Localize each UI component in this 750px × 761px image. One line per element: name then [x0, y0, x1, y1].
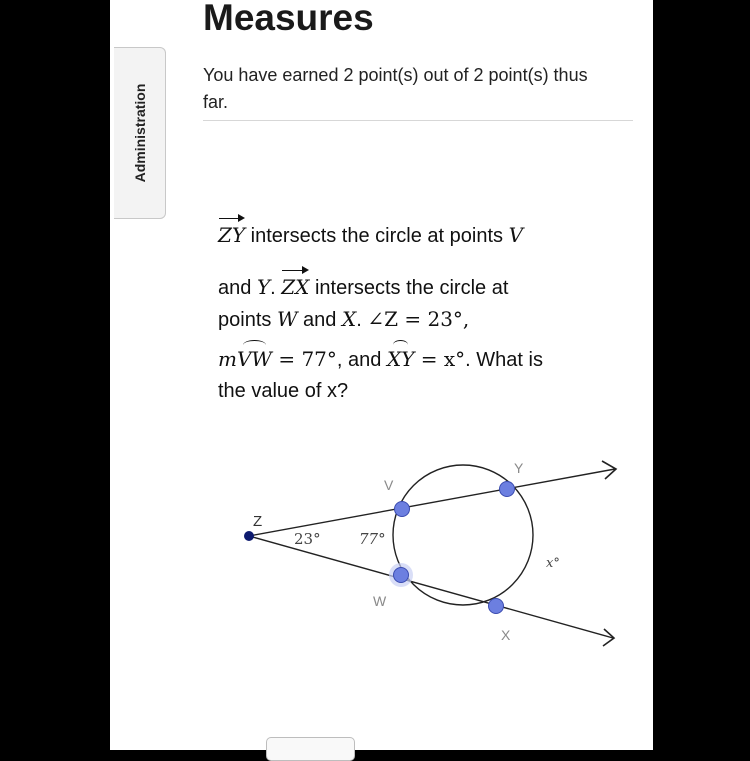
var-y: Y — [256, 275, 271, 299]
ray-zy-line — [249, 469, 615, 536]
label-v: V — [384, 477, 394, 493]
arc-vw-value: = 77° — [271, 347, 337, 371]
question-line-5 — [218, 378, 348, 404]
label-z: Z — [253, 513, 263, 530]
bottom-button[interactable] — [266, 737, 355, 761]
ray-zy: ZY — [218, 223, 246, 247]
question-text-segment: points — [218, 309, 277, 331]
question-text-segment: intersects the circle at points — [245, 225, 509, 247]
measure-m: m — [218, 347, 237, 371]
label-w: W — [373, 593, 387, 609]
ray-zx: ZX — [281, 275, 310, 299]
label-x: X — [501, 627, 511, 643]
var-x: X — [341, 307, 357, 331]
point-v — [395, 502, 410, 517]
question-text-segment: . — [270, 277, 282, 299]
point-y — [500, 482, 515, 497]
page-title: Measures — [203, 0, 374, 38]
angle-z-statement: ∠Z = 23°, — [367, 307, 470, 331]
ray-zx-arrow-icon — [603, 629, 614, 646]
var-v: V — [508, 223, 524, 247]
arc-vw-label: 77° — [359, 530, 386, 548]
arc-xy-label: x° — [546, 556, 560, 571]
question-text-segment: and — [297, 309, 342, 331]
divider — [203, 120, 633, 121]
score-text: You have earned 2 point(s) out of 2 point(s) thus far. — [203, 65, 588, 112]
sidebar-tab-label: Administration — [131, 83, 148, 183]
question-text-segment: intersects the circle at — [309, 277, 509, 299]
question-line-3 — [218, 306, 469, 333]
arc-vw: VW — [236, 347, 272, 371]
vertex-z — [244, 531, 254, 541]
arc-xy: XY — [386, 347, 415, 371]
ray-zx-line — [249, 536, 613, 638]
question-text-segment: . What is — [465, 349, 543, 371]
question-text-segment: , and — [336, 349, 387, 371]
question-line-1 — [218, 222, 523, 249]
var-w: W — [276, 307, 298, 331]
question-text-segment: and — [218, 277, 257, 299]
point-x — [489, 599, 504, 614]
secant-diagram — [230, 450, 625, 660]
question-text-segment: . — [356, 309, 368, 331]
arc-xy-value: = x° — [414, 347, 466, 371]
question-text-segment: the value of x? — [218, 380, 349, 402]
question-line-4 — [218, 346, 543, 373]
angle-z-label: 23° — [294, 530, 321, 548]
point-w — [394, 568, 409, 583]
question-line-2 — [218, 274, 508, 301]
sidebar-tab-administration[interactable] — [114, 47, 166, 219]
label-y: Y — [514, 460, 524, 476]
